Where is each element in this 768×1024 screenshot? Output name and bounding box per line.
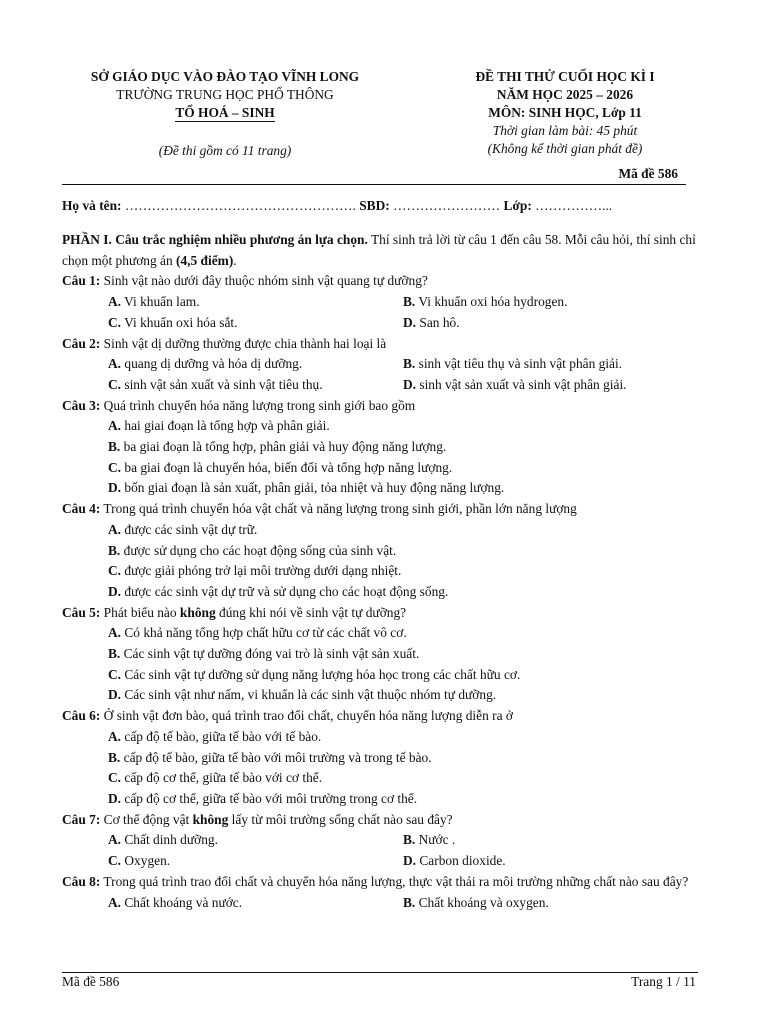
footer-divider	[62, 972, 698, 973]
answer-option[interactable]	[62, 541, 698, 562]
option-letter: D.	[403, 853, 417, 869]
option-letter: D.	[403, 314, 417, 330]
class-label: Lớp:	[503, 198, 532, 213]
question-stem	[62, 706, 698, 727]
class-blank[interactable]: ……………...	[531, 198, 613, 213]
answer-option[interactable]	[62, 789, 698, 810]
option-letter: B.	[403, 832, 416, 848]
option-letter: A.	[108, 294, 122, 310]
option-letter: D.	[108, 687, 122, 703]
answer-option[interactable]	[403, 851, 698, 872]
answer-option[interactable]	[108, 830, 403, 851]
school-year: NĂM HỌC 2025 – 2026	[496, 87, 634, 102]
answer-option[interactable]	[403, 375, 698, 396]
option-letter: A.	[108, 625, 122, 641]
option-letter: D.	[108, 790, 122, 806]
question-stem	[62, 872, 698, 893]
option-text: bốn giai đoạn là sản xuất, phân giải, tỏa nhiệt và huy động năng lượng.	[121, 480, 505, 496]
footer-page-number: Trang 1 / 11	[631, 974, 696, 989]
page-count-note: (Đề thi gồm có 11 trang)	[158, 143, 292, 158]
question-label: Câu 3:	[62, 397, 101, 413]
answer-option[interactable]	[108, 292, 403, 313]
option-text: cấp độ tế bào, giữa tế bào với tế bào.	[121, 728, 322, 744]
option-letter: B.	[108, 542, 121, 558]
option-row	[62, 851, 698, 872]
header-right	[420, 68, 710, 158]
question-list	[62, 271, 698, 913]
answer-option[interactable]	[403, 313, 698, 334]
answer-option[interactable]	[62, 582, 698, 603]
option-text: được các sinh vật dự trữ.	[121, 521, 258, 537]
answer-option[interactable]	[62, 685, 698, 706]
school-name: TRƯỜNG TRUNG HỌC PHỔ THÔNG	[116, 87, 334, 102]
option-text: Các sinh vật tự dưỡng đóng vai trò là sinh vật sản xuất.	[120, 646, 420, 662]
option-letter: A.	[108, 418, 122, 434]
duration-note: (Không kể thời gian phát đề)	[487, 141, 643, 156]
answer-option[interactable]	[403, 830, 698, 851]
duration: Thời gian làm bài: 45 phút	[492, 123, 638, 138]
question-label: Câu 5:	[62, 604, 101, 620]
question-5	[62, 603, 698, 707]
option-text: Chất dinh dưỡng.	[121, 832, 218, 848]
question-label: Câu 7:	[62, 811, 101, 827]
question-text: Ở sinh vật đơn bào, quá trình trao đổi chất, chuyển hóa năng lượng diễn ra ở	[100, 708, 513, 724]
answer-option[interactable]	[108, 893, 403, 914]
option-letter: C.	[108, 314, 122, 330]
question-text: Trong quá trình trao đổi chất và chuyển hóa năng lượng, thực vật thải ra môi trường những chất nào sau đây?	[100, 873, 689, 889]
option-letter: C.	[108, 666, 122, 682]
option-text: được giải phóng trở lại môi trường dưới dạng nhiệt.	[121, 563, 402, 579]
option-row	[62, 830, 698, 851]
option-text: Vi khuẩn lam.	[121, 294, 200, 310]
question-label: Câu 2:	[62, 335, 101, 351]
question-label: Câu 8:	[62, 873, 101, 889]
part1-intro: PHẦN I. Câu trắc nghiệm nhiều phương án lựa chọn. Thí sinh trả lời từ câu 1 đến câu 58. Mỗi câu hỏi, thí sinh chỉ chọn một phương án (4,5 điểm).	[62, 232, 696, 268]
question-text: Sinh vật dị dưỡng thường được chia thành hai loại là	[100, 335, 387, 351]
answer-option[interactable]	[62, 623, 698, 644]
answer-option[interactable]	[403, 354, 698, 375]
question-text: Trong quá trình chuyển hóa vật chất và năng lượng trong sinh giới, phần lớn năng lượng	[100, 501, 577, 517]
answer-option[interactable]	[62, 561, 698, 582]
option-letter: B.	[108, 646, 121, 662]
option-text: Vi khuẩn oxi hóa sắt.	[121, 314, 238, 330]
answer-option[interactable]	[62, 727, 698, 748]
question-6	[62, 706, 698, 810]
option-letter: A.	[108, 521, 122, 537]
option-letter: A.	[108, 728, 122, 744]
authority-name: SỞ GIÁO DỤC VÀO ĐÀO TẠO VĨNH LONG	[90, 69, 360, 84]
option-letter: C.	[108, 563, 122, 579]
sbd-blank[interactable]: ……………………	[389, 198, 504, 213]
question-stem	[62, 603, 698, 624]
option-text: sinh vật tiêu thụ và sinh vật phân giải.	[415, 356, 623, 372]
option-text: San hô.	[416, 314, 460, 330]
option-text: được sử dụng cho các hoạt động sống của sinh vật.	[120, 542, 397, 558]
option-text: sinh vật sản xuất và sinh vật phân giải.	[416, 376, 627, 392]
option-text: cấp độ tế bào, giữa tế bào với môi trường và trong tế bào.	[120, 749, 432, 765]
department-name: TỔ HOÁ – SINH	[175, 105, 275, 120]
question-text: Quá trình chuyển hóa năng lượng trong sinh giới bao gồm	[100, 397, 416, 413]
option-letter: B.	[108, 439, 121, 455]
question-stem	[62, 810, 698, 831]
question-text: lấy từ môi trường sống chất nào sau đây?	[228, 811, 453, 827]
answer-option[interactable]	[403, 292, 698, 313]
question-3	[62, 396, 698, 500]
question-text: Cơ thể động vật	[100, 811, 193, 827]
option-letter: B.	[108, 749, 121, 765]
question-8	[62, 872, 698, 913]
option-text: Nước .	[415, 832, 456, 848]
option-text: Chất khoáng và oxygen.	[415, 894, 549, 910]
question-label: Câu 6:	[62, 708, 101, 724]
question-7	[62, 810, 698, 872]
question-emphasis: không	[179, 604, 216, 620]
option-letter: C.	[108, 853, 122, 869]
header-divider	[62, 184, 686, 185]
option-letter: B.	[403, 894, 416, 910]
option-row	[62, 313, 698, 334]
question-text: Phát biểu nào	[100, 604, 180, 620]
option-text: Vi khuẩn oxi hóa hydrogen.	[415, 294, 568, 310]
option-text: ba giai đoạn là tổng hợp, phân giải và huy động năng lượng.	[120, 439, 447, 455]
answer-option[interactable]	[62, 458, 698, 479]
student-info-line	[62, 198, 702, 214]
option-letter: A.	[108, 894, 122, 910]
question-emphasis: không	[192, 811, 229, 827]
name-blank[interactable]: …………………………………………….	[121, 198, 360, 213]
answer-option[interactable]	[62, 644, 698, 665]
question-label: Câu 4:	[62, 501, 101, 517]
option-text: được các sinh vật dự trữ và sử dụng cho các hoạt động sống.	[121, 583, 449, 599]
subject: MÔN: SINH HỌC, Lớp 11	[488, 105, 642, 120]
header-left	[60, 68, 390, 160]
answer-option[interactable]	[108, 313, 403, 334]
answer-option[interactable]	[403, 893, 698, 914]
option-text: Chất khoáng và nước.	[121, 894, 243, 910]
question-stem	[62, 499, 698, 520]
part1-instruction: Thí sinh trả lời từ câu 1 đến câu 58. Mỗi câu hỏi, thí sinh chỉ chọn một phương án	[62, 232, 696, 268]
answer-option[interactable]	[108, 354, 403, 375]
option-row	[62, 292, 698, 313]
answer-option[interactable]	[62, 665, 698, 686]
option-text: cấp độ cơ thể, giữa tế bào với môi trường trong cơ thể.	[121, 790, 418, 806]
exam-title: ĐỀ THI THỬ CUỐI HỌC KÌ I	[475, 69, 655, 84]
answer-option[interactable]	[62, 768, 698, 789]
option-row	[62, 354, 698, 375]
question-2	[62, 334, 698, 396]
footer-exam-code: Mã đề 586	[62, 974, 120, 989]
question-stem	[62, 334, 698, 355]
option-letter: A.	[108, 832, 122, 848]
option-row	[62, 893, 698, 914]
option-letter: D.	[108, 583, 122, 599]
option-letter: C.	[108, 770, 122, 786]
option-text: Carbon dioxide.	[416, 853, 506, 869]
option-text: hai giai đoạn là tổng hợp và phân giải.	[121, 418, 330, 434]
option-text: Oxygen.	[121, 853, 171, 869]
part1-points: (4,5 điểm)	[176, 252, 234, 268]
part1-title: PHẦN I. Câu trắc nghiệm nhiều phương án lựa chọn.	[62, 232, 368, 247]
department-underline	[175, 121, 274, 122]
question-stem	[62, 396, 698, 417]
name-label: Họ và tên:	[62, 198, 122, 213]
option-text: ba giai đoạn là chuyển hóa, biến đổi và tổng hợp năng lượng.	[121, 459, 453, 475]
option-text: Các sinh vật tự dưỡng sử dụng năng lượng hóa học trong các chất hữu cơ.	[121, 666, 521, 682]
question-1	[62, 271, 698, 333]
option-text: Các sinh vật như nấm, vi khuẩn là các sinh vật thuộc nhóm tự dưỡng.	[121, 687, 497, 703]
option-letter: A.	[108, 356, 122, 372]
option-letter: B.	[403, 294, 416, 310]
exam-content	[62, 230, 698, 913]
question-stem	[62, 271, 698, 292]
option-letter: D.	[108, 480, 122, 496]
answer-option[interactable]	[62, 478, 698, 499]
answer-option[interactable]	[108, 375, 403, 396]
question-label: Câu 1:	[62, 273, 101, 289]
option-letter: C.	[108, 459, 122, 475]
answer-option[interactable]	[108, 851, 403, 872]
option-letter: B.	[403, 356, 416, 372]
option-text: quang dị dưỡng và hóa dị dưỡng.	[121, 356, 303, 372]
question-text: Sinh vật nào dưới đây thuộc nhóm sinh vật quang tự dưỡng?	[100, 273, 428, 289]
sbd-label: SBD:	[359, 198, 390, 213]
answer-option[interactable]	[62, 437, 698, 458]
option-letter: D.	[403, 376, 417, 392]
option-row	[62, 375, 698, 396]
question-4	[62, 499, 698, 603]
option-text: cấp độ cơ thể, giữa tế bào với cơ thể.	[121, 770, 323, 786]
question-text: đúng khi nói về sinh vật tự dưỡng?	[215, 604, 407, 620]
option-text: sinh vật sản xuất và sinh vật tiêu thụ.	[121, 376, 323, 392]
answer-option[interactable]	[62, 520, 698, 541]
answer-option[interactable]	[62, 748, 698, 769]
answer-option[interactable]	[62, 416, 698, 437]
exam-code: Mã đề 586	[618, 166, 678, 181]
option-letter: C.	[108, 376, 122, 392]
option-text: Có khả năng tổng hợp chất hữu cơ từ các chất vô cơ.	[121, 625, 407, 641]
